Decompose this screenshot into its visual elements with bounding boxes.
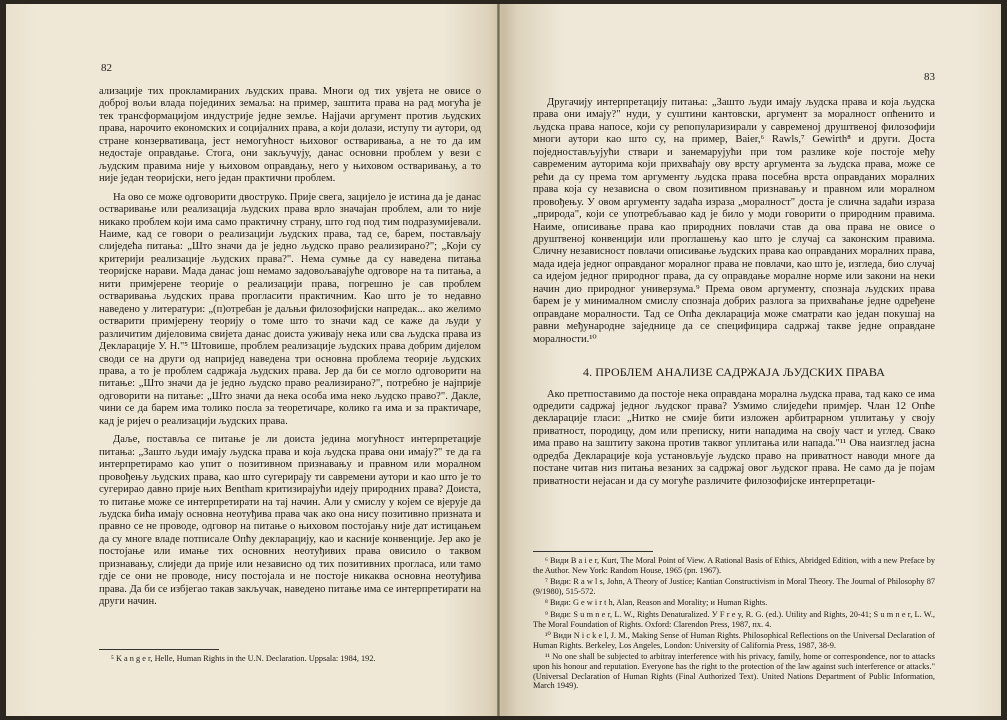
footnote: ⁵ K a n g e r, Helle, Human Rights in the U.N. Declaration. Uppsala: 1984, 192.: [111, 654, 376, 663]
footnotes: [533, 547, 935, 693]
left-page-body: [99, 86, 481, 615]
footnote: ⁹ Види: S u m n e r, L. W., Rights Denaturalized. У F r e y, R. G. (ed.). Utility and Rights, 20-41; S u m n e r, L. W., The Moral Foundation of Rights. Oxford: Clarendon Press, 1987, пх. 4.: [533, 609, 935, 629]
footnote-rule: [533, 551, 653, 552]
book-gutter: [497, 4, 500, 716]
footnote-rule: [99, 649, 219, 650]
section-heading: 4. ПРОБЛЕМ АНАЛИЗЕ САДРЖАЈА ЉУДСКИХ ПРАВА: [582, 365, 886, 380]
footnote: ⁷ Види: R a w l s, John, A Theory of Justice; Kantian Constructivism in Moral Theory. The Journal of Philosophy 87 (9/1980), 515-572.: [533, 577, 935, 596]
paragraph: Даље, поставља се питање је ли доиста једина могућност интерпретације питања: „Зашто људи имају људска права и која људска права они имају?" те да га интерпретирамо као упит о позитивном признавању и правном или моралном провођењу људских права, као што сугерирају ти савремени аутори и као што је то сугерирао давно прије њих Bentham критизирајући идеју природних права? Доиста, то питање може се интерпретирати на тај начин. Али у смислу у којем се вјерује да људска бића имају основна неотуђива права чак ако она нису позитивно призната и правно се не проводе, одговор на питање о њиховом постојању није дат истицањем да су многе владе потписале Опћу декларацију, као и касније конвенције. Јер ако је постојање или имање тих основних неотуђивих права овисило о таквом признавању, слиједи да прије или независно од тих позитивних прогласа, или тамо гдје се они не проводе, нису постојала и не постоје никаква основна неотуђива права. Да би се избјегао такав закључак, наведено питање има се интерпретирати на други начин.: [99, 434, 481, 608]
footnote: ¹⁰ Види N i c k e l, J. M., Making Sense of Human Rights. Philosophical Reflections on the Universal Declaration of Human Rights. Berkeley, Los Angeles, London: University of California Press, 1987, 38-9.: [533, 631, 935, 650]
paragraph: Другачију интерпретацију питања: „Зашто људи имају људска права и која људска права они имају?" нуди, у суштини кантовски, аргумент за моралност опћенито и људска права напосе, који су репопуларизирали у савременој друштвеној филозофији многи аутори као што су, на пример, Baier,⁶ Rawls,⁷ Gewirth⁸ и други. Доста поједностављујући ствари и занемарујући при том разлике које постоје међу савременим ауторима који прихваћају ову врсту аргумента за људска права, може се рећи да су према том аргументу људска права посебна врста оправданих моралних права која су независна о свом позитивном признавању и правном или моралном провођењу. У овом аргументу задаћа израза „моралност" доста је слична задаћи израза „природа", који се употребљавао кад је било у моди говорити о природним правима. Наиме, описивање права као природних повлачи став да ова права не овисе о друштвеној конвенцији или проглашењу као што је случај са законским правима. Сличну независност повлачи описивање људских права као оправданих моралних права, мада идеја једног оправданог моралног права не повлачи, као што је, изгледа, био случај са идејом једног природног права, да су оправдање моралне норме или закони на неки начин дио природног универзума.⁹ Према овом аргументу, спознаја људских права барем је у минималном смислу спознаја добрих разлога за прихваћање једне одређене оправдане моралности. Тад се Опћа декларација може сматрати као један покушај на равни међународне заједнице да се специфицира садржај такве једне оправдане моралности.¹⁰: [533, 97, 935, 345]
footnote: ⁶ Види B a i e r, Kurt, The Moral Point of View. A Rational Basis of Ethics, Abridged Edition, with a new Preface by the Author. New York: Random House, 1965 (рп. 1967).: [533, 556, 935, 575]
paragraph: ализације тих прокламираних људских права. Многи од тих увјета не овисе о доброј вољи влада појединих земаља: на пример, заштита права на рад могућа је тек трансформацијом индустрије једне земље. Најјачи аргумент против људских права, нарочито економских и социјалних права, а који долази, иступу ти аутори, од стране конзервативаца, јест немогућност њиховог остваривања, а не то да им недостаје оправдање. Стога, они закључују, данас основни проблем у вези с људским правима није у њиховом оправдању, него у њиховом остваривању, а то није један теоријски, него један практични проблем.: [99, 86, 481, 185]
footnote: ⁸ Види: G e w i r t h, Alan, Reason and Morality; и Human Rights.: [545, 598, 768, 608]
paragraph: На ово се може одговорити двоструко. Прије свега, зацијело је истина да је данас остваривање или реализација људских права врло значајан проблем, али то није никако проблем који има само практичну страну, што год под тим подразумијевали. Наиме, кад се говори о реализацији људских права, тад се, барем, постављају слиједећа питања: „Што значи да је једно људско право реализирано?"; „Који су критерији реализације људских права?". Нема сумње да су наведена питања теоријске нарави. Мада данас још немамо задовољавајуће одговоре на та питања, а нити примјерене теорије о реализацији права, погрешно је сав проблем остваривања људских права прогласити практичним. Као што је то недавно наведено у литератури: „(п)отребан је даљњи филозофијски напредак... ако желимо остварити примјерену теорију о томе што то значи кад се каже да људи у различитим дијеловима свијета данас доиста уживају нека или сва људска права из Декларације У. Н."⁵ Штовише, проблем реализације људских права добрим дијелом своди се на други од напријед наведена три основна проблема теорије људских права, а то је проблем садржаја људских права. Јер да би се могло одговорити на питање: „Што значи да је једно људско право реализирано?", потребно је најприје одговорити на питање: „Што значи да нека особа има неко људско право?". Дакле, чини се да барем има толико посла за теоретичаре, колико га има и за практичаре, кад је ријеч о реализацији људских права.: [99, 191, 481, 427]
right-page-body: [533, 97, 935, 494]
page-number: 83: [924, 71, 935, 83]
page-number: 82: [101, 62, 112, 74]
book-spread: [6, 4, 1001, 716]
left-page: [6, 4, 503, 716]
footnotes: [99, 645, 481, 666]
paragraph: Ако претпоставимо да постоје нека оправдана морална људска права, тад како се има одредити садржај једног људског права? Узмимо слиједећи примјер. Члан 12 Опће декларације гласи: „Нитко не смије бити изложен арбитрарном уплитању у своју приватност, породицу, дом или преписку, нити нападима на своју част и углед. Свако има право на заштиту закона против таквог уплитања или напада."¹¹ Ова наизглед јасна одредба Декларације која установљује људско право на приватност наводи многе да постане читав низ питања везаних за садржај овог људског права. Не само да је појам приватности нејасан и да су могуће различите филозофијске интерпретаци-: [533, 388, 935, 487]
right-page: [503, 4, 1001, 716]
footnote: ¹¹ No one shall be subjected to arbitray interference with his privacy, family, home or correspondence, nor to attacks upon his honour and reputation. Everyone has the right to the protection of the law against such interference or attacks." (Universal Declaration of Human Rights (Final Authorized Text). United Nations Department of Public Information, March 1949).: [533, 652, 935, 691]
